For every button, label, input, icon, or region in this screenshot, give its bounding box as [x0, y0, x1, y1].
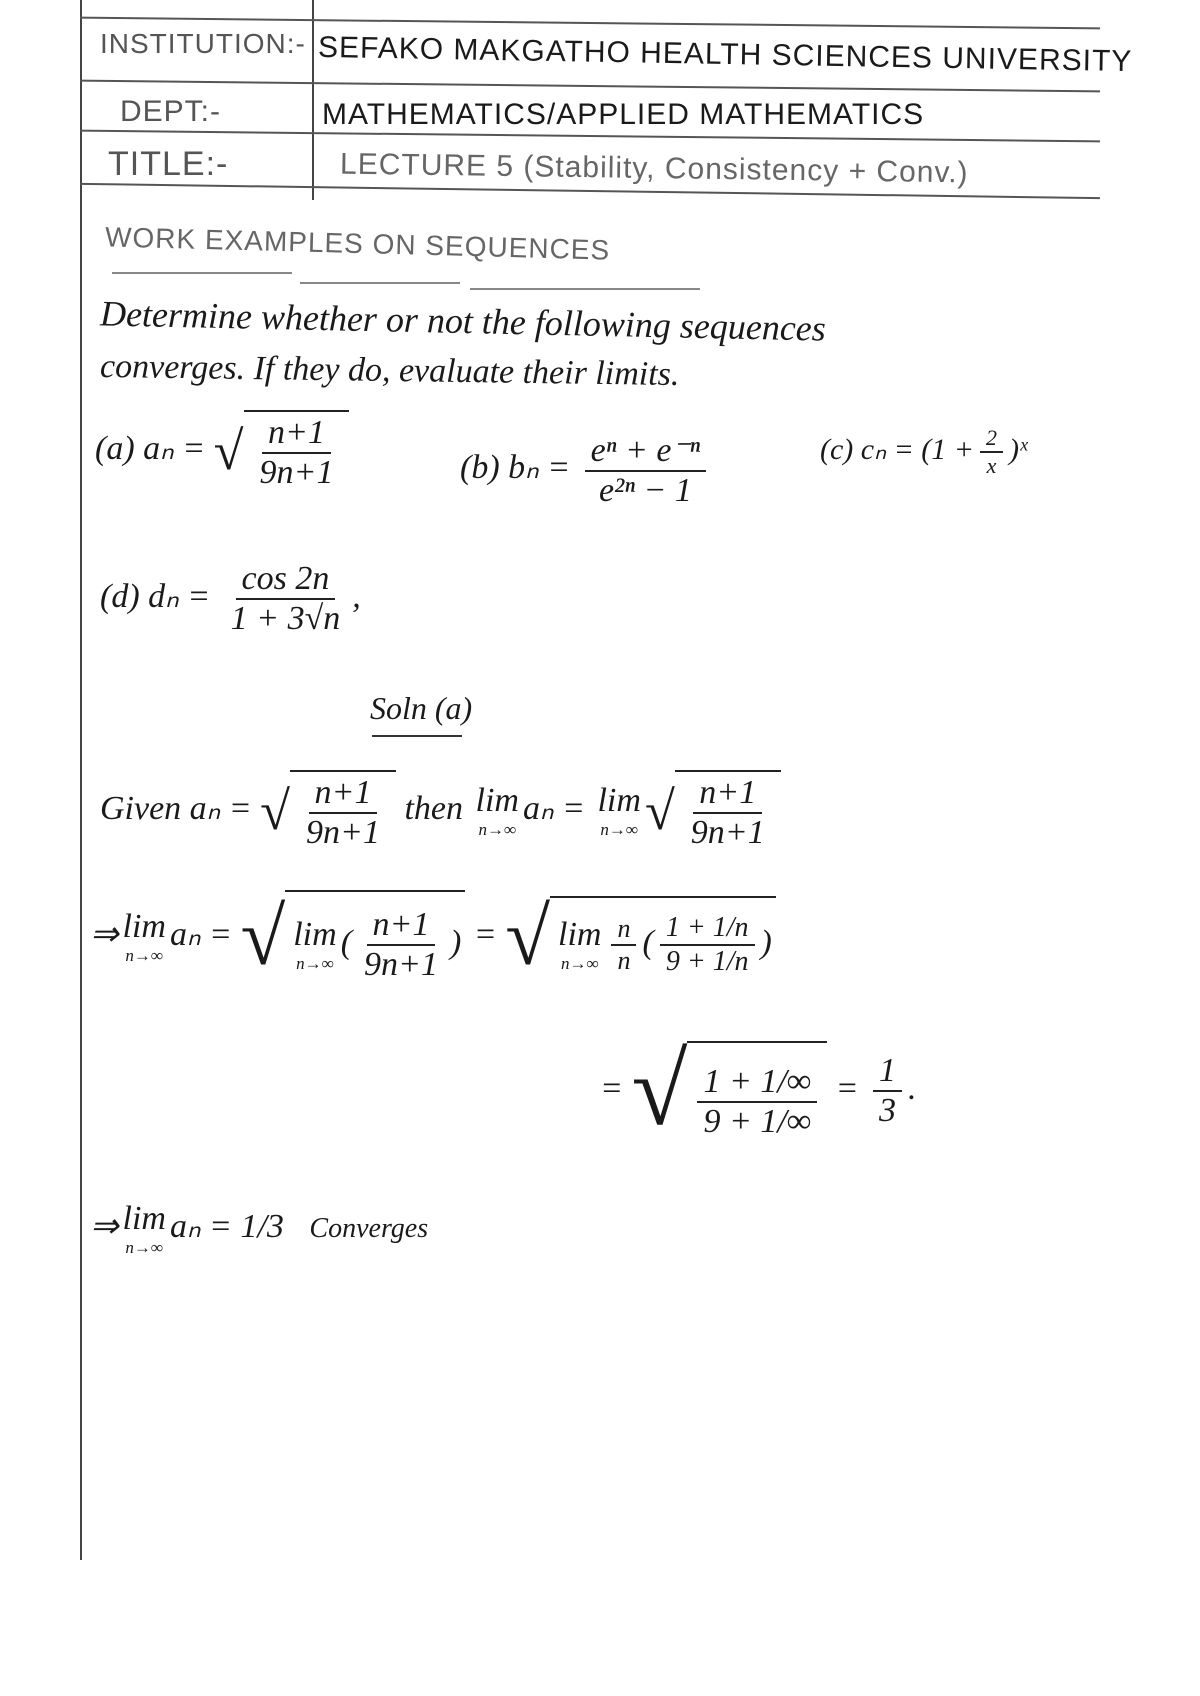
- equals: =: [600, 1069, 623, 1107]
- problem-c-lhs: cₙ = (1 +: [860, 432, 975, 466]
- solution-step-3: = √ $\frac{1 + 1/\infty}{9 + 1/\infty}$ = $\frac{1}{3}$ .: [600, 1034, 917, 1147]
- denominator: n: [617, 946, 631, 975]
- heading-underline: [470, 288, 700, 290]
- implies-symbol: ⇒: [90, 1207, 119, 1245]
- numerator: 1: [873, 1052, 902, 1092]
- converges-text: Converges: [309, 1212, 429, 1244]
- numerator: n: [611, 914, 636, 946]
- lim-subscript: n→∞: [478, 820, 517, 839]
- an-text: aₙ: [522, 789, 554, 827]
- problem-a-lhs: aₙ =: [143, 429, 206, 467]
- sqrt-expression: √ $\frac{n+1}{9n+1}$: [214, 410, 350, 492]
- dept-value: MATHEMATICS/APPLIED MATHEMATICS: [322, 98, 925, 131]
- problem-d: [100, 560, 361, 638]
- an-text: aₙ: [169, 915, 201, 953]
- problem-b: [460, 430, 712, 510]
- lim-text: lim: [597, 782, 641, 819]
- problem-b-lhs: bₙ =: [508, 448, 571, 486]
- solution-underline: [372, 735, 462, 737]
- problem-d-lhs: dₙ =: [148, 577, 211, 615]
- equals: =: [562, 789, 585, 827]
- header-divider-line: [312, 0, 314, 200]
- denominator: e²ⁿ − 1: [598, 472, 692, 509]
- problem-d-tail: ,: [352, 577, 361, 615]
- problem-b-label: (b): [460, 448, 500, 486]
- denominator: 9n+1: [364, 946, 438, 983]
- lim-subscript: n→∞: [600, 820, 639, 839]
- lim-text: lim: [122, 1200, 166, 1237]
- then-text: then: [404, 789, 464, 827]
- title-label: TITLE:-: [108, 145, 229, 183]
- denominator: 9n+1: [306, 814, 380, 851]
- lim-subscript: n→∞: [560, 954, 599, 973]
- heading-underline: [112, 272, 292, 274]
- institution-label: INSTITUTION:-: [100, 28, 306, 59]
- lim-subscript: n→∞: [296, 954, 334, 973]
- solution-step-2: ⇒ lim n→∞ aₙ = √ lim n→∞ ( $\frac{n+1}{9n+1}$ ) = √ lim n→∞ $\frac{n}{n}$ ( $\frac{1 + 1/n}{9 + 1/n}$ ): [90, 890, 776, 984]
- problem-a-label: (a): [95, 429, 135, 467]
- equals: =: [835, 1069, 859, 1107]
- period: .: [908, 1069, 917, 1107]
- denominator: 9n+1: [259, 454, 334, 491]
- final-value: 1/3: [240, 1207, 284, 1245]
- problem-c-label: (c): [820, 432, 854, 466]
- numerator: n+1: [309, 774, 378, 814]
- solution-step-1: Given aₙ = √ $\frac{n+1}{9n+1}$ then lim n→∞ aₙ = lim n→∞ √ $\frac{n+1}{9n+1}$: [100, 770, 781, 852]
- lim-text: lim: [475, 782, 519, 819]
- institution-value: SEFAKO MAKGATHO HEALTH SCIENCES UNIVERSITY: [317, 30, 1133, 79]
- lim-subscript: n→∞: [125, 946, 164, 965]
- equals: =: [209, 915, 232, 953]
- section-heading: WORK EXAMPLES ON SEQUENCES: [104, 221, 611, 266]
- solution-conclusion: [90, 1200, 428, 1258]
- lim-subscript: n→∞: [125, 1238, 164, 1257]
- lim-text: lim: [122, 908, 166, 945]
- numerator: cos 2n: [236, 560, 336, 600]
- problem-c-tail: )ˣ: [1009, 432, 1028, 466]
- lim-text: lim: [293, 916, 337, 953]
- equals: =: [209, 1207, 232, 1245]
- denominator: 9 + 1/∞: [703, 1103, 812, 1140]
- numerator: 1 + 1/n: [660, 912, 755, 946]
- numerator: 2: [980, 425, 1003, 453]
- denominator: 1 + 3√n: [230, 600, 341, 637]
- problem-d-label: (d): [100, 577, 140, 615]
- equals: =: [473, 915, 497, 953]
- instruction-line-2: converges. If they do, evaluate their limits.: [99, 347, 680, 394]
- lim-text: lim: [558, 916, 602, 953]
- title-value: LECTURE 5 (Stability, Consistency + Conv.): [339, 147, 969, 190]
- denominator: x: [986, 453, 997, 478]
- numerator: n+1: [693, 774, 762, 814]
- heading-underline: [300, 282, 460, 284]
- left-margin-line: [80, 0, 82, 1560]
- dept-label: DEPT:-: [120, 95, 222, 128]
- problem-a: [95, 410, 349, 492]
- denominator: 9 + 1/n: [665, 946, 749, 977]
- problem-c: [820, 425, 1028, 479]
- denominator: 9n+1: [690, 814, 765, 851]
- an-text: aₙ: [169, 1207, 201, 1245]
- numerator: n+1: [367, 906, 436, 946]
- numerator: n+1: [262, 414, 331, 454]
- header-rule: [80, 80, 1100, 93]
- numerator: 1 + 1/∞: [697, 1063, 817, 1103]
- numerator: eⁿ + e⁻ⁿ: [585, 430, 707, 472]
- instruction-line-1: Determine whether or not the following sequences: [99, 293, 827, 349]
- given-text: Given aₙ =: [100, 789, 252, 827]
- denominator: 3: [879, 1092, 897, 1129]
- implies-symbol: ⇒: [90, 915, 119, 953]
- solution-heading: Soln (a): [370, 690, 473, 726]
